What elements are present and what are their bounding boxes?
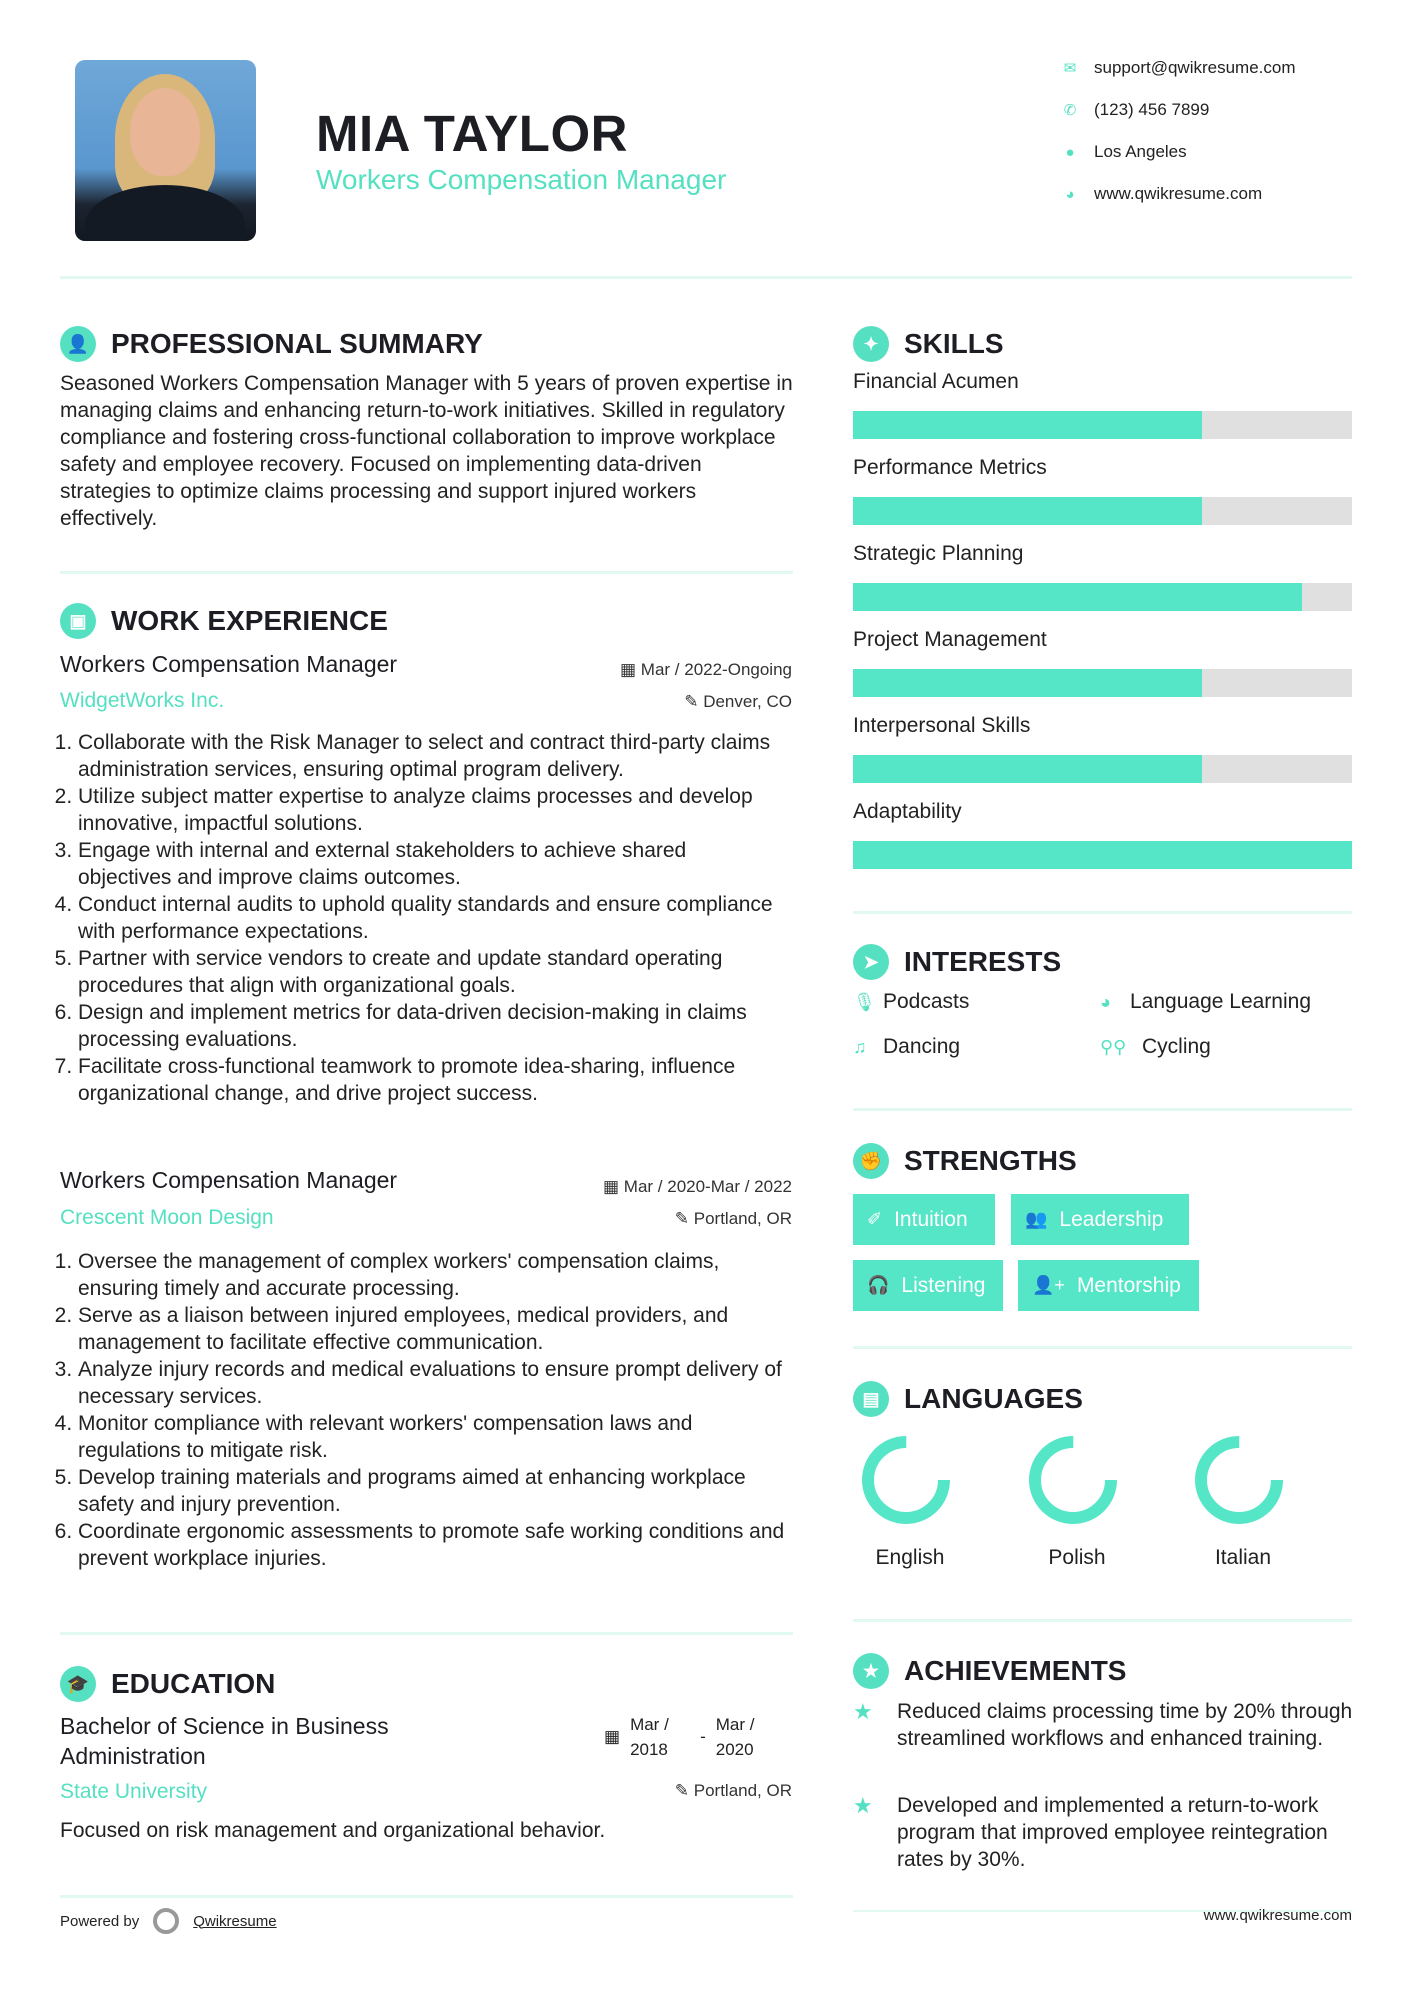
interest-item (853, 1035, 960, 1059)
brand-link[interactable]: Qwikresume (193, 1912, 277, 1930)
contact-website (1060, 184, 1262, 204)
skill-bar (853, 497, 1352, 525)
divider (853, 1346, 1352, 1349)
star-icon: ★ (853, 1793, 873, 1818)
interest-label: Podcasts (883, 990, 970, 1013)
language-name: Italian (1214, 1546, 1272, 1569)
user-plus-icon: 👤+ (1032, 1275, 1065, 1295)
language-name: English (875, 1546, 945, 1569)
skill-bar-fill (853, 755, 1202, 783)
summary-heading (60, 326, 483, 362)
skill-bar (853, 583, 1352, 611)
skill-name: Strategic Planning (853, 542, 1024, 565)
education-description: Focused on risk management and organizational behavior. (60, 1819, 606, 1842)
contact-text: support@qwikresume.com (1094, 58, 1296, 77)
strength-label: Mentorship (1076, 1273, 1181, 1297)
skill-bar (853, 841, 1352, 869)
job-title: Workers Compensation Manager (60, 651, 398, 677)
interest-item (853, 990, 969, 1014)
divider (853, 1108, 1352, 1111)
strength-badge (853, 1194, 995, 1245)
contact-phone (1060, 100, 1209, 120)
strength-label: Leadership (1059, 1207, 1164, 1231)
job-bullet: 2. Utilize subject matter expertise to analyze claims processes and develop innovative, impactful solutions. (78, 783, 785, 837)
strength-label: Listening (901, 1273, 986, 1297)
interest-label: Dancing (883, 1035, 961, 1058)
date-text: Mar / 2022-Ongoing (640, 660, 792, 679)
heading-text: PROFESSIONAL SUMMARY (111, 328, 483, 359)
summary-text: Seasoned Workers Compensation Manager with 5 years of proven expertise in managing claims and enhancing return-to-work initiatives. Skilled in regulatory compliance and fostering cross-functional collaboration to improve workplace safety and employee recovery. Focused on implementing data-driven strategies to optimize claims processing and support injured workers effectively. (60, 372, 793, 530)
footer-website[interactable]: www.qwikresume.com (1203, 1907, 1352, 1924)
interest-item (1100, 990, 1311, 1014)
phone-icon: ✆ (1063, 102, 1077, 119)
contact-text: (123) 456 7899 (1094, 100, 1210, 119)
pin-icon: ✎ (674, 1209, 694, 1228)
divider (853, 1619, 1352, 1622)
language-ring-arc (868, 1442, 944, 1518)
education-heading (60, 1666, 275, 1702)
profile-photo (75, 60, 256, 241)
language-ring-arc (1035, 1442, 1111, 1518)
strengths-heading (853, 1143, 1077, 1179)
bicycle-icon: ⚲⚲ (1100, 1036, 1127, 1057)
calendar-icon: ▦ (603, 1177, 624, 1196)
location-text: Portland, OR (693, 1209, 792, 1228)
divider (60, 1895, 793, 1898)
star-badge-icon: ★ (853, 1653, 889, 1689)
powered-by (60, 1908, 277, 1934)
job-bullet: 3. Analyze injury records and medical evaluations to ensure prompt delivery of necessary services. (78, 1356, 785, 1410)
degree: Bachelor of Science in Business Administration (60, 1713, 389, 1769)
job-bullets (60, 1248, 785, 1572)
job-bullet: 4. Monitor compliance with relevant workers' compensation laws and regulations to mitigate risk. (78, 1410, 785, 1464)
skill-bar-fill (853, 669, 1202, 697)
job-title: Workers Compensation Manager (60, 1167, 398, 1193)
heading-text: ACHIEVEMENTS (904, 1655, 1127, 1686)
interests-heading (853, 944, 1061, 980)
skill-bar (853, 669, 1352, 697)
heading-text: LANGUAGES (904, 1383, 1083, 1414)
skill-name: Performance Metrics (853, 456, 1047, 479)
microphone-icon: 🎙 (853, 991, 876, 1012)
map-pin-icon: ● (1065, 143, 1075, 161)
start-date: Mar / 2018 (630, 1715, 669, 1759)
skill-bar (853, 755, 1352, 783)
achievement-item (853, 1792, 1353, 1873)
job-bullet: 4. Conduct internal audits to uphold quality standards and ensure compliance with performance expectations. (78, 891, 785, 945)
divider (853, 911, 1352, 914)
language-name: Polish (1048, 1546, 1106, 1569)
contact-text: www.qwikresume.com (1094, 184, 1263, 203)
globe-icon: ◕ (1100, 991, 1111, 1012)
lightbulb-icon: ✦ (853, 326, 889, 362)
contact-location (1060, 142, 1187, 162)
strength-badge (853, 1260, 1003, 1311)
job-location (675, 1209, 792, 1229)
job-bullet: 7. Facilitate cross-functional teamwork to promote idea-sharing, influence organizational change, and drive project success. (78, 1053, 785, 1107)
language-ring (1189, 1430, 1289, 1530)
language-ring-arc (1201, 1442, 1277, 1518)
education-dates (604, 1712, 776, 1762)
education-location (675, 1781, 792, 1801)
achievements-heading (853, 1653, 1126, 1689)
job-location (684, 692, 792, 712)
divider (60, 571, 793, 574)
interest-item (1100, 1035, 1211, 1059)
candidate-name: MIA TAYLOR (316, 105, 628, 162)
skill-name: Interpersonal Skills (853, 714, 1031, 737)
interest-label: Language Learning (1130, 990, 1312, 1013)
music-note-icon: ♫ (853, 1036, 867, 1057)
heading-text: EDUCATION (111, 1668, 276, 1699)
date-separator: - (700, 1727, 706, 1746)
contact-email (1060, 58, 1296, 78)
skill-bar-fill (853, 841, 1352, 869)
job-bullet: 2. Serve as a liaison between injured employees, medical providers, and management to facilitate effective communication. (78, 1302, 785, 1356)
job-bullet: 6. Coordinate ergonomic assessments to promote safe working conditions and prevent workplace injuries. (78, 1518, 785, 1572)
user-icon: 👤 (60, 326, 96, 362)
calendar-icon: ▦ (620, 660, 641, 679)
languages-heading (853, 1381, 1083, 1417)
qwikresume-logo-icon (153, 1908, 179, 1934)
strength-badge (1018, 1260, 1199, 1311)
divider (60, 1632, 793, 1635)
job-dates (603, 1177, 792, 1197)
star-icon: ★ (853, 1699, 873, 1724)
skill-bar-fill (853, 583, 1302, 611)
skill-bar (853, 411, 1352, 439)
achievement-text: Developed and implemented a return-to-work program that improved employee reintegration rates by 30%. (897, 1794, 1328, 1871)
globe-icon: ◕ (1065, 185, 1075, 203)
language-ring (1023, 1430, 1123, 1530)
pin-icon: ✎ (674, 1781, 694, 1800)
job-bullet: 5. Develop training materials and programs aimed at enhancing workplace safety and injury prevention. (78, 1464, 785, 1518)
language-ring (856, 1430, 956, 1530)
heading-text: STRENGTHS (904, 1145, 1077, 1176)
job-bullet: 3. Engage with internal and external stakeholders to achieve shared objectives and improve claims outcomes. (78, 837, 785, 891)
calendar-icon: ▦ (604, 1727, 621, 1746)
skills-heading (853, 326, 1004, 362)
heading-text: WORK EXPERIENCE (111, 605, 388, 636)
interest-label: Cycling (1142, 1035, 1211, 1058)
school-name: State University (60, 1780, 208, 1803)
location-text: Portland, OR (693, 1781, 792, 1800)
strength-badge (1011, 1194, 1189, 1245)
skill-name: Adaptability (853, 800, 962, 823)
job-bullets (60, 729, 785, 1107)
skill-bar-fill (853, 411, 1202, 439)
company-name: WidgetWorks Inc. (60, 689, 225, 712)
envelope-icon: ✉ (1063, 60, 1077, 77)
job-bullet: 1. Oversee the management of complex workers' compensation claims, ensuring timely and accurate processing. (78, 1248, 785, 1302)
powered-by-text: Powered by (60, 1912, 140, 1930)
paper-plane-icon: ➤ (853, 944, 889, 980)
end-date: Mar / 2020 (715, 1715, 755, 1759)
skill-name: Financial Acumen (853, 370, 1019, 393)
company-name: Crescent Moon Design (60, 1206, 274, 1229)
candidate-title: Workers Compensation Manager (316, 164, 727, 195)
skill-name: Project Management (853, 628, 1047, 651)
headphones-icon: 🎧 (867, 1275, 890, 1295)
contact-text: Los Angeles (1094, 142, 1187, 161)
job-dates (620, 660, 792, 680)
users-icon: 👥 (1025, 1209, 1048, 1229)
briefcase-icon: ▣ (60, 603, 96, 639)
achievement-item (853, 1698, 1353, 1752)
skill-bar-fill (853, 497, 1202, 525)
magic-wand-icon: ✐ (867, 1209, 883, 1229)
graduation-icon: 🎓 (60, 1666, 96, 1702)
date-text: Mar / 2020-Mar / 2022 (623, 1177, 792, 1196)
pin-icon: ✎ (684, 692, 704, 711)
job-bullet: 5. Partner with service vendors to create and update standard operating procedures that align with organizational goals. (78, 945, 785, 999)
experience-heading (60, 603, 388, 639)
job-bullet: 1. Collaborate with the Risk Manager to select and contract third-party claims administration services, ensuring optimal program delivery. (78, 729, 785, 783)
job-bullet: 6. Design and implement metrics for data-driven decision-making in claims processing evaluations. (78, 999, 785, 1053)
header-divider (60, 276, 1352, 279)
fist-icon: ✊ (853, 1143, 889, 1179)
heading-text: INTERESTS (904, 946, 1062, 977)
strength-label: Intuition (894, 1207, 968, 1231)
location-text: Denver, CO (703, 692, 792, 711)
heading-text: SKILLS (904, 328, 1004, 359)
language-card-icon: ▤ (853, 1381, 889, 1417)
achievement-text: Reduced claims processing time by 20% through streamlined workflows and enhanced training. (897, 1700, 1353, 1750)
